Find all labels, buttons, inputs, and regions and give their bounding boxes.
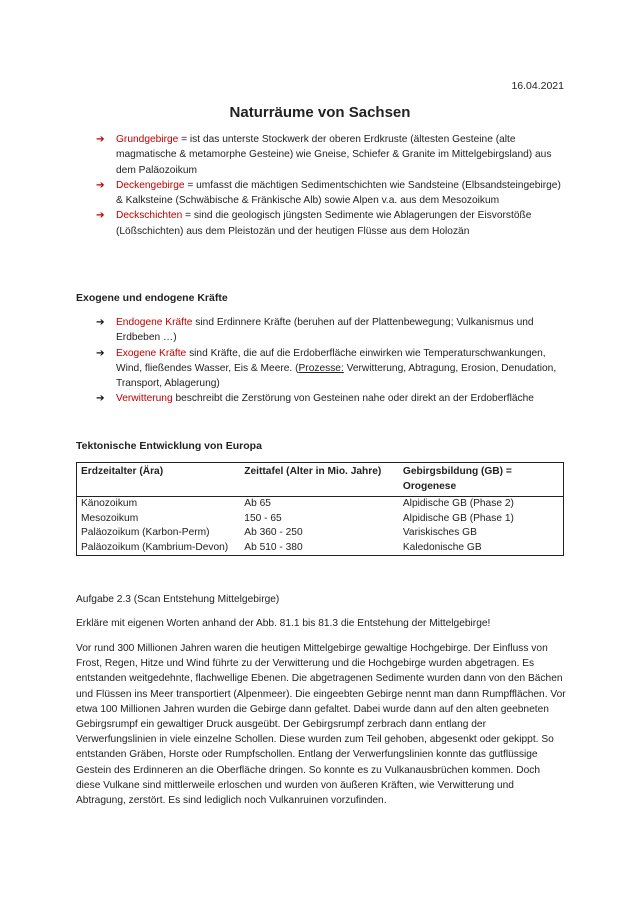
arrow-right-icon: ➔ [96,179,105,191]
definition-text: sind Erdinnere Kräfte (beruhen auf der Plattenbewegung; Vulkanismus und Erdbeben …) [116,317,534,344]
arrow-right-icon: ➔ [96,393,105,405]
table-cell: 150 - 65 [244,512,282,524]
definition-text-continued: Verwitterung, Abtragung, Erosion, Denudation, Transport, Ablagerung) [116,362,557,390]
term-exogene-kraefte: Exogene Kräfte [116,347,187,359]
document-date: 16.04.2021 [511,80,564,92]
table-cell: Paläozoikum (Kambrium-Devon) [81,541,229,553]
task-question: Erkläre mit eigenen Worten anhand der Abb. 81.1 bis 81.3 die Entstehung der Mittelgebirge! [76,618,491,629]
definition-text: = umfasst die mächtigen Sedimentschichten wie Sandsteine (Elbsandsteingebirge) & Kalksteine (Schwäbische & Fränkische Alb) sowie Alpen v.a. aus dem Mesozoikum [116,179,561,207]
list-item [96,315,566,346]
list-item [96,346,566,392]
table-header-row [77,463,564,497]
arrow-right-icon: ➔ [96,347,105,359]
definition-text: sind Kräfte, die auf die Erdoberfläche einwirken wie Temperaturschwankungen, Wind, fließendes Wasser, Eis & Meere. ( [116,347,546,374]
arrow-right-icon: ➔ [96,210,105,222]
table-header-cell: Erdzeitalter (Ära) [77,463,241,497]
table-cell: Känozoikum [81,498,138,509]
task-label: Aufgabe 2.3 (Scan Entstehung Mittelgebirge) [76,594,280,605]
table-row [77,541,564,556]
table-cell: Mesozoikum [81,512,139,524]
definition-text: beschreibt die Zerstörung von Gesteinen nahe oder direkt an der Erdoberfläche [172,393,534,405]
definition-text: = ist das unterste Stockwerk der oberen Erdkruste (ältesten Gesteine (alte magmatische & metamorphe Gesteine) wie Gneise, Schiefer & Granite im Mittelgebirgsland) aus dem Paläozoikum [116,134,552,176]
list-item [96,132,566,178]
list-item [96,391,566,406]
table-header-cell: Zeittafel (Alter in Mio. Jahre) [240,463,399,497]
list-item [96,208,566,239]
term-verwitterung: Verwitterung [116,393,173,405]
section-forces-list [96,315,566,407]
table-cell: Ab 65 [244,498,271,509]
term-grundgebirge: Grundgebirge [116,134,179,145]
task-answer: Vor rund 300 Millionen Jahren waren die heutigen Mittelgebirge gewaltige Hochgebirge. Der Einfluss von Frost, Regen, Hitze und Wind führte zu der Verwitterung und die Hochgebirge wurden abgetragen. Es entstanden weitgedehnte, flachwellige Ebenen. Die abgetragenen Sedimente wurden dann von den Bächen und Flüssen ins Meer transportiert (Alpenmeer). Die eingeebten Gebirge nennt man dann Rumpfflächen. Vor etwa 100 Millionen Jahren wurden die Gebirge dann gefaltet. Dabei wurde dann auf den alten geebneten Gebirgsrumpf ein gewaltiger Druck ausgeübt. Der Gebirgsrumpf zerbrach dann entlang der Verwerfungslinien in viele einzelne Schollen. Diese wurden zum Teil gehoben, abgesenkt oder gekippt. So entstanden Gräben, Horste oder Rumpfschollen. Entlang der Verwerfungslinien konnte das gutflüssige Gestein des Erdinneren an die Oberfläche dringen. So konnte es zu Vulkanausbrüchen kommen. Doch diese Vulkane sind mittlerweile erloschen und wurden von äußeren Kräften, wie Verwitterung und Abtragung, zerstört. Es sind lediglich noch Vulkanruinen vorzufinden. [76,643,566,807]
document-title: Naturräume von Sachsen [229,104,411,121]
table-row [77,512,564,527]
table-cell: Kaledonische GB [402,541,482,553]
definition-text: = sind die geologisch jüngsten Sedimente wie Ablagerungen der Eisvorstöße (Lößschichten) aus dem Pleistozän und der heutigen Flüsse aus dem Holozän [116,210,532,237]
table-cell: Alpidische GB (Phase 2) [402,498,514,509]
table-row [77,526,564,541]
table-cell: Alpidische GB (Phase 1) [402,512,514,524]
processes-label: Prozesse: [298,362,344,374]
table-header-cell: Gebirgsbildung (GB) = Orogenese [399,463,564,497]
tectonics-table [76,462,564,556]
table-cell: Paläozoikum (Karbon-Perm) [81,527,210,538]
section-heading-kraefte: Exogene und endogene Kräfte [76,292,228,304]
table-cell: Ab 360 - 250 [244,527,303,538]
table-row [77,497,564,512]
term-endogene-kraefte: Endogene Kräfte [116,317,193,328]
arrow-right-icon: ➔ [96,134,105,145]
arrow-right-icon: ➔ [96,317,105,328]
term-deckengebirge: Deckengebirge [116,179,185,191]
section-heading-tektonik: Tektonische Entwicklung von Europa [76,440,262,452]
term-deckschichten: Deckschichten [116,210,183,222]
table-cell: Variskisches GB [402,527,477,538]
list-item [96,178,566,209]
table-cell: Ab 510 - 380 [244,541,303,553]
section-geology-list [96,132,566,239]
